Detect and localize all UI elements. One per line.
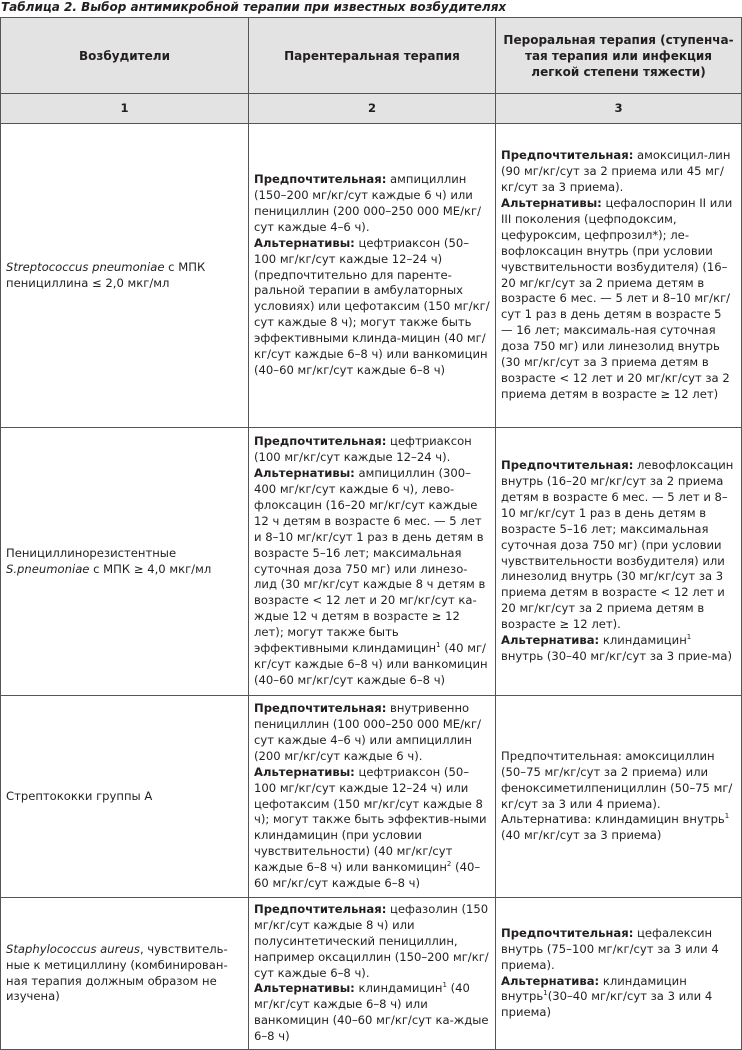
preferred-label: Предпочтительная: <box>254 434 387 449</box>
alternative-text-continued: (30–40 мг/кг/сут за 3 или 4 приема) <box>501 989 713 1020</box>
alternatives-text-continued: (40 мг/кг/сут каждые 6–8 ч) или ванкомицин (40–60 мг/кг/сут каждые 6–8 ч) <box>254 641 488 687</box>
header-pathogens: Возбудители <box>1 18 249 94</box>
oral-text-continued: (40 мг/кг/сут за 3 приема) <box>501 828 662 843</box>
footnote-marker: 1 <box>543 989 548 998</box>
alternatives-label: Альтернативы: <box>254 981 355 996</box>
table-caption: Таблица 2. Выбор антимикробной терапии при известных возбудителях <box>1 0 507 14</box>
preferred-label: Предпочтительная: <box>501 925 634 940</box>
oral-cell <box>496 428 742 696</box>
preferred-text: цефалексин внутрь (75–100 мг/кг/сут за 3 или 4 приема). <box>501 925 719 972</box>
pathogen-prefix: Пенициллинорезистентные <box>6 545 177 560</box>
alternatives-text-continued: (40–60 мг/кг/сут каждые 6–8 ч) <box>254 860 481 891</box>
preferred-text: цефазолин (150 мг/кг/сут каждые 8 ч) или полусинтетический пенициллин, например оксациллин (150–200 мг/кг/сут каждые 6–8 ч). <box>254 901 489 980</box>
footnote-marker: 2 <box>446 860 452 869</box>
header-row <box>1 18 742 94</box>
table-row <box>1 428 742 696</box>
header-oral: Пероральная терапия (ступенча-тая терапия или инфекция легкой степени тяжести) <box>496 18 742 94</box>
alternatives-text: цефтриаксон (50–100 мг/кг/сут каждые 12–24 ч) или цефотаксим (150 мг/кг/сут каждые 8 ч); могут также быть эффектив-ными клиндамицин (при условии чувствительности) (40 мг/кг/сут каждые 6–8 ч) или ванкомицин <box>254 764 487 875</box>
preferred-text: левофлоксацин внутрь (16–20 мг/кг/сут за 2 приема детям в возрасте 6 мес. — 5 лет и 8–10 мг/кг/сут 1 раз в день детям в возрасте 5–16 лет; максимальная суточная доза 750 мг) (при условии чувствительности возбудителя) или линезолид внутрь (30 мг/кг/сут за 3 приема детям в возрасте < 12 лет и 20 мг/кг/сут за 2 приема детям в возрасте ≥ 12 лет). <box>501 458 734 632</box>
pathogen-description: с МПК ≥ 4,0 мкг/мл <box>89 561 212 576</box>
footnote-marker: 1 <box>442 981 447 990</box>
parenteral-cell <box>249 898 496 1050</box>
preferred-label: Предпочтительная: <box>501 458 634 473</box>
alternatives-text: цефтриаксон (50–100 мг/кг/сут каждые 12–24 ч) (предпочтительно для паренте-ральной терапии в амбулаторных условиях) или цефотаксим (150 мг/кг/сут каждые 8 ч); могут также быть эффективными клинда-мицин (40 мг/кг/сут каждые 6–8 ч) или ванкомицин (40–60 мг/кг/сут каждые 6–8 ч) <box>254 235 490 377</box>
parenteral-cell <box>249 696 496 898</box>
alternative-text: клиндамицин <box>599 633 687 648</box>
table-row <box>1 898 742 1050</box>
pathogen-cell <box>1 696 249 898</box>
footnote-marker: 1 <box>686 633 692 642</box>
oral-cell <box>496 898 742 1050</box>
alternatives-text: цефалоспорин II или III поколения (цефподоксим, цефуроксим, цефпрозил*); ле-вофлоксацин внутрь (при условии чувствительности возбудителя) (16–20 мг/кг/сут за 2 приема детям в возрасте 6 мес. — 5 лет и 8–10 мг/кг/сут 1 раз в день детям в возрасте 5 — 16 лет; максималь-ная суточная доза 750 мг) или линезолид внутрь (30 мг/кг/сут за 3 приема детям в возрасте < 12 лет и 20 мг/кг/сут за 2 приема детям в возрасте ≥ 12 лет) <box>501 195 733 401</box>
preferred-label: Предпочтительная: <box>501 148 634 163</box>
alternative-text-continued: внутрь (30–40 мг/кг/сут за 3 прие-ма) <box>501 648 733 663</box>
antimicrobial-therapy-table <box>0 17 742 1050</box>
pathogen-description: , чувствитель-ные к метициллину (комбинирован-ная терапия должным образом не изучена) <box>6 941 228 1004</box>
preferred-label: Предпочтительная: <box>254 172 387 187</box>
pathogen-species: Staphylococcus aureus <box>6 941 140 956</box>
alternatives-label: Альтернативы: <box>254 764 355 779</box>
alternative-label: Альтернатива: <box>501 633 600 648</box>
preferred-label: Предпочтительная: <box>254 701 387 716</box>
preferred-text: цефтриаксон (100 мг/кг/сут каждые 12–24 ч). <box>254 434 472 465</box>
alternative-text: клиндамицин внутрь <box>501 973 687 1004</box>
oral-text: Предпочтительная: амоксициллин (50–75 мг/кг/сут за 2 приема) или феноксиметилпенициллин (50–75 мг/кг/сут за 3 или 4 приема). Альтернатива: клиндамицин внутрь <box>501 748 733 827</box>
preferred-text: ампициллин (150–200 мг/кг/сут каждые 6 ч) или пенициллин (200 000–250 000 МЕ/кг/сут каждые 4–6 ч). <box>254 172 482 234</box>
header-parenteral: Парентеральная терапия <box>249 18 496 94</box>
pathogen-species: Streptococcus pneumoniae <box>6 259 165 274</box>
column-number: 1 <box>1 94 249 124</box>
alternatives-text: ампициллин (300–400 мг/кг/сут каждые 6 ч), лево-флоксацин (16–20 мг/кг/сут каждые 12 ч детям в возрасте 6 мес. — 5 лет и 8–10 мг/кг/сут 1 раз в день детям в возрасте 5–16 лет; максимальная суточная доза 750 мг) или линезо-лид (30 мг/кг/сут каждые 8 ч детям в возрасте < 12 лет и 20 мг/кг/сут ка-ждые 12 ч детям в возрасте ≥ 12 лет); могут также быть эффективными клиндамицин <box>254 466 486 656</box>
alternatives-text-continued: (40 мг/кг/сут каждые 6–8 ч) или ванкомицин (40–60 мг/кг/сут ка-ждые 6–8 ч) <box>254 981 489 1044</box>
pathogen-cell <box>1 428 249 696</box>
alternatives-label: Альтернативы: <box>254 235 355 250</box>
pathogen-name: Стрептококки группы А <box>6 788 153 803</box>
alternatives-label: Альтернативы: <box>501 195 602 210</box>
parenteral-cell <box>249 124 496 428</box>
preferred-text: внутривенно пенициллин (100 000–250 000 МЕ/кг/сут каждые 4–6 ч) или ампициллин (200 мг/кг/сут каждые 6 ч). <box>254 701 482 763</box>
parenteral-cell <box>249 428 496 696</box>
footnote-marker: 1 <box>436 641 441 650</box>
alternative-label: Альтернатива: <box>501 973 600 988</box>
table-row <box>1 696 742 898</box>
oral-cell <box>496 696 742 898</box>
column-number: 2 <box>249 94 496 124</box>
preferred-text: амоксицил-лин (90 мг/кг/сут за 2 приема или 45 мг/кг/сут за 3 приема). <box>501 148 731 195</box>
footnote-marker: 1 <box>724 812 730 821</box>
column-number: 3 <box>496 94 742 124</box>
table-row <box>1 124 742 428</box>
pathogen-cell <box>1 898 249 1050</box>
preferred-label: Предпочтительная: <box>254 901 387 916</box>
column-number-row <box>1 94 742 124</box>
pathogen-cell <box>1 124 249 428</box>
alternatives-label: Альтернативы: <box>254 466 355 481</box>
oral-cell <box>496 124 742 428</box>
alternatives-text: клиндамицин <box>354 981 443 996</box>
pathogen-description: с МПК пенициллина ≤ 2,0 мкг/мл <box>6 259 206 290</box>
pathogen-species: S.pneumoniae <box>6 561 90 576</box>
